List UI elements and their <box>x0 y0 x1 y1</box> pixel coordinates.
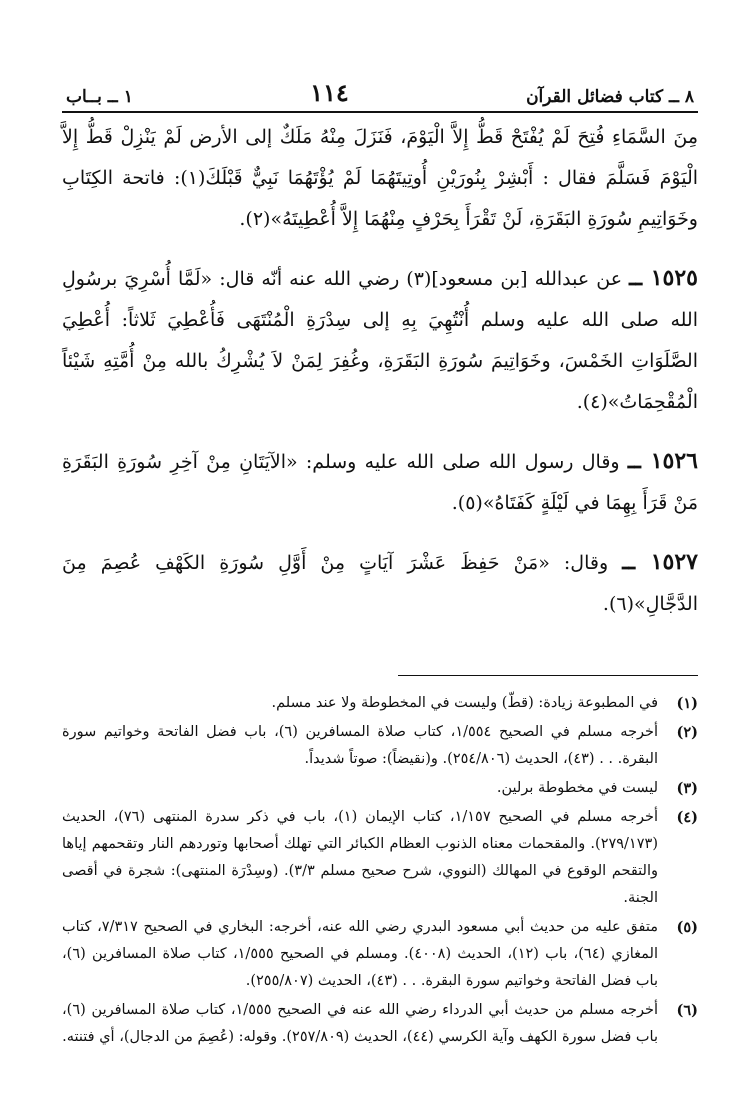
footnote-text <box>62 690 658 717</box>
chapter-title: ٨ ــ كتاب فضائل القرآن <box>526 87 694 107</box>
footnote-line: تهلك أصحابها وتوردهم النار وتقحمهم إياها والتقحم الوقوع في المهالك (النووي، <box>62 836 659 879</box>
footnote-3 <box>62 775 698 802</box>
hadith-number: ١٥٢٦ ــ <box>627 448 698 474</box>
footnote-number: (٥) <box>676 919 698 936</box>
footnote-5 <box>62 914 698 995</box>
footnote-2 <box>62 719 698 773</box>
footnote-line: المنتهى (٧٦)، الحديث (٢٧٩/١٧٣). والمقحمات معناه الذنوب العظام الكبائر التي <box>62 809 658 852</box>
text-line: وقال رسول الله صلى الله عليه وسلم: «الآيَتَانِ مِنْ آخِرِ <box>170 451 620 473</box>
page-header <box>62 78 698 113</box>
section-title: ١ ــ بــاب <box>66 87 133 107</box>
hadith-number: ١٥٢٧ ــ <box>622 549 698 575</box>
hadith-1525 <box>62 258 698 423</box>
hadith-1526 <box>62 441 698 524</box>
page-number: ١١٤ <box>310 78 349 107</box>
text-line: سُورَةِ البَقَرَةِ مَنْ قَرَأَ بِهِمَا في لَيْلَةٍ كَفَتَاهُ»(٥). <box>62 451 698 514</box>
text-line: فاتحة الكِتَابِ وخَوَاتِيمِ سُورَةِ البَقَرَةِ، لَنْ تَقْرَأَ بِحَرْفٍ مِنْهُمَا إِلاَّ أُعْطِيتَهُ»(٢). <box>62 167 698 230</box>
text-line: إِلاَّ الْيَوْمَ فَسَلَّمَ فقال : أَبْشِرْ بِنُورَيْنِ أُوتِيتَهُمَا لَمْ يُؤْتَهُمَا نَبِيٌّ قَبْلَكَ(١): <box>62 126 699 189</box>
text-line: لاَ يُشْرِكُ بالله مِنْ أُمَّتِهِ شَيْئاً الْمُقْحِمَاتُ»(٤). <box>62 350 698 413</box>
footnote-line: ليست في مخطوطة برلين. <box>496 780 658 796</box>
footnote-line: الحديث (٢٥٧/٨٠٩). وقوله: (عُصِمَ من الدجال)، أي فتنته. <box>62 1029 398 1045</box>
footnote-1 <box>62 690 698 717</box>
text-line: وقال: «مَنْ حَفِظَ عَشْرَ آيَاتٍ مِنْ أَوَّلِ سُورَةِ الكَهْفِ عُصِمَ <box>100 552 609 574</box>
footnote-line: الصحيح ١/٥٥٥، كتاب صلاة المسافرين (٦)، باب فضل الفاتحة وخواتيم سورة <box>62 946 658 989</box>
footnote-line: أخرجه مسلم من حديث أبي الدرداء رضي الله عنه في الصحيح ١/٥٥٥، كتاب <box>195 1002 659 1018</box>
footnote-text <box>62 775 658 802</box>
text-line: فَأُعْطِيَ ثَلاثاً: أُعْطِيَ الصَّلَوَاتِ الخَمْسَ، وخَوَاتِيمَ سُورَةِ البَقَرَةِ، وغُفِرَ لِمَنْ <box>62 309 699 372</box>
text-line: عن عبدالله [بن مسعود](٣) رضي الله عنه أنّه قال: <box>219 268 623 290</box>
footnote-line: وخواتيم سورة البقرة. . . (٤٣)، الحديث (٢٥٤/٨٠٦). و(نقيضاً): صوتاً شديداً. <box>62 724 658 767</box>
footnote-line: أخرجه مسلم في الصحيح ١/٥٥٤، كتاب صلاة المسافرين (٦)، باب فضل الفاتحة <box>157 724 659 740</box>
footnote-text <box>62 997 658 1051</box>
text-line: مِنَ الدَّجَّالِ»(٦). <box>62 552 698 615</box>
footnote-text <box>62 804 658 912</box>
footnote-line: شرح صحيح مسلم ٣/٣). (وسِدْرَة المنتهى): شجرة في أقصى الجنة. <box>62 863 658 906</box>
main-text <box>62 117 698 625</box>
footnote-number: (٢) <box>676 724 698 741</box>
footnote-number: (٣) <box>676 780 698 797</box>
footnote-4 <box>62 804 698 912</box>
footnote-number: (٦) <box>676 1002 698 1019</box>
hadith-1527 <box>62 542 698 625</box>
hadith-number: ١٥٢٥ ــ <box>629 265 698 291</box>
footnote-line: أخرجه مسلم في الصحيح ١/١٥٧، كتاب الإيمان (١)، باب في ذكر سدرة <box>205 809 659 825</box>
footnote-text <box>62 719 658 773</box>
footnote-text <box>62 914 658 995</box>
footnote-6 <box>62 997 698 1051</box>
footnote-line: متفق عليه من حديث أبي مسعود البدري رضي الله عنه، أخرجه: البخاري في <box>193 919 659 935</box>
footnote-number: (١) <box>676 695 698 712</box>
text-line: مِنَ السَّمَاءِ فُتِحَ لَمْ يُفْتَحْ قَطُّ إِلاَّ الْيَوْمَ، فَنَزَلَ مِنْهُ مَلَكٌ إلى الأرض لَمْ يَنْزِلْ قَطُّ <box>85 126 698 148</box>
footnotes <box>62 690 698 1051</box>
text-line: «لَمَّا أُسْرِيَ برسُولِ الله صلى الله عليه وسلم أُنْتُهِيَ بِهِ إلى سِدْرَةِ الْمُنْتَهَى <box>62 268 698 331</box>
footnote-line: الصحيح ٧/٣١٧، كتاب المغازي (٦٤)، باب (١٢)، الحديث (٤٠٠٨). ومسلم في <box>62 919 658 962</box>
hadith-continuation <box>62 117 698 240</box>
footnote-number: (٤) <box>676 809 698 826</box>
footnote-separator <box>398 675 698 676</box>
footnote-line: في المطبوعة زيادة: (قطّ) وليست في المخطوطة ولا عند مسلم. <box>271 695 658 711</box>
footnote-line: البقرة. . . (٤٣)، الحديث (٢٥٥/٨٠٧). <box>245 973 462 989</box>
footnote-line: صلاة المسافرين (٦)، باب فضل سورة الكهف وآية الكرسي (٤٤)، <box>62 1002 658 1045</box>
